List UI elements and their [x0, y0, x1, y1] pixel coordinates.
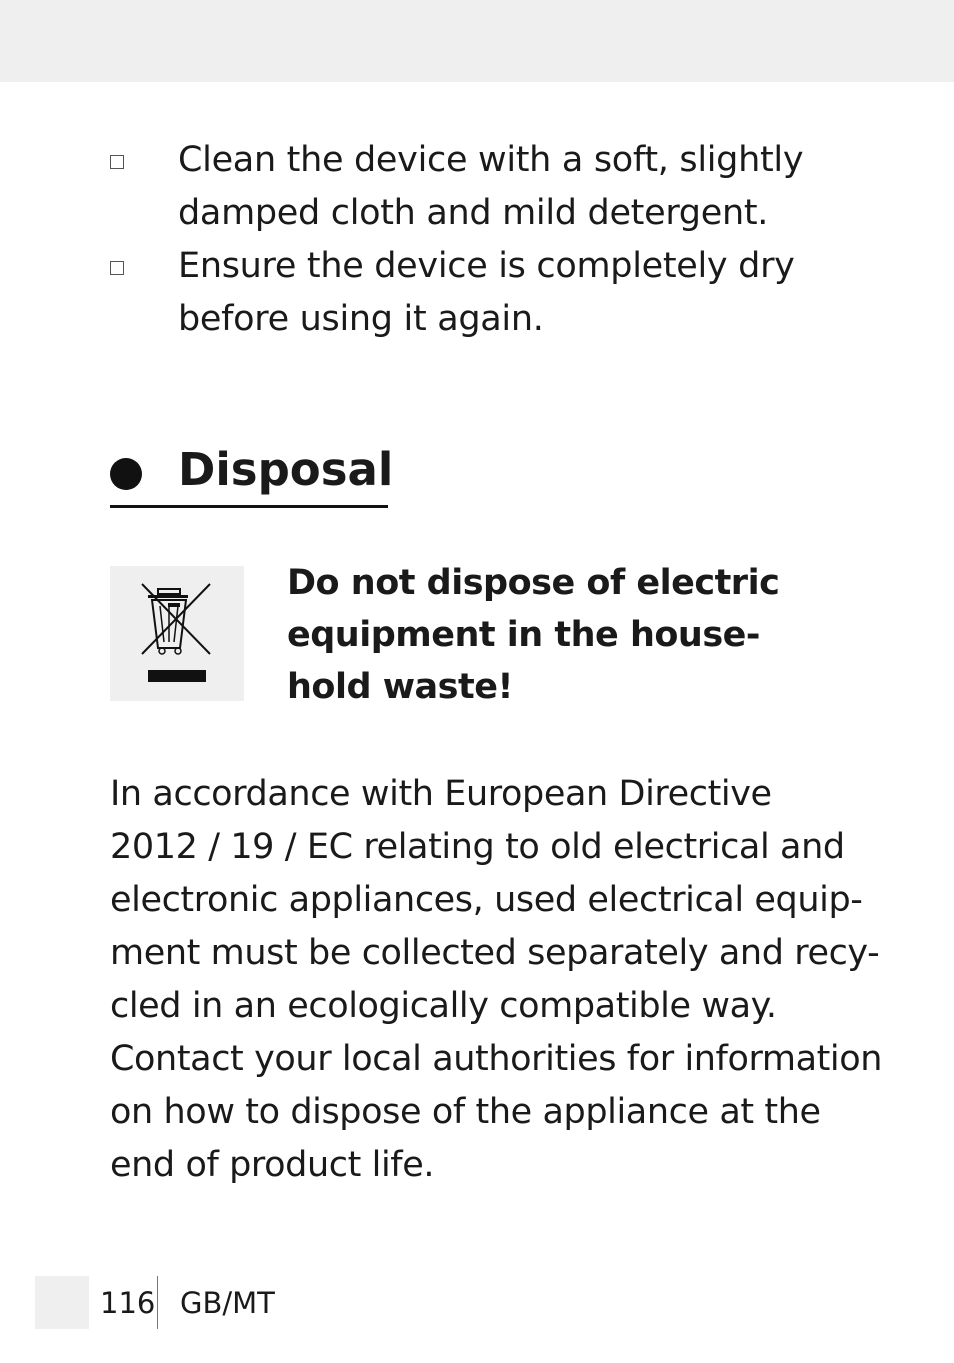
disposal-body-paragraph [110, 768, 883, 1192]
cleaning-instructions [110, 134, 840, 346]
bullet-line: Ensure the device is completely dry [178, 246, 795, 286]
bullet-line: damped cloth and mild detergent. [178, 193, 769, 233]
checkbox-bullet-icon [110, 155, 124, 169]
disposal-warning [287, 557, 847, 713]
paragraph-line: on how to dispose of the appliance at the [110, 1092, 821, 1132]
bullet-item [110, 240, 840, 346]
warning-line: hold waste! [287, 667, 513, 707]
crossed-out-bin-icon [110, 566, 244, 701]
region-code: GB/MT [180, 1286, 275, 1320]
footer-divider [157, 1276, 158, 1329]
footer-tab [35, 1276, 89, 1329]
paragraph-line: end of product life. [110, 1145, 435, 1185]
checkbox-bullet-icon [110, 261, 124, 275]
bullet-item [110, 134, 840, 240]
warning-line: Do not dispose of electric [287, 563, 780, 603]
bullet-line: Clean the device with a soft, slightly [178, 140, 804, 180]
section-title: Disposal [178, 443, 394, 496]
paragraph-line: electronic appliances, used electrical equip- [110, 880, 863, 920]
paragraph-line: In accordance with European Directive [110, 774, 772, 814]
paragraph-line: 2012 / 19 / EC relating to old electrical and [110, 827, 845, 867]
section-heading [110, 443, 394, 508]
bullet-line: before using it again. [178, 299, 544, 339]
page-number: 116 [100, 1286, 156, 1320]
paragraph-line: ment must be collected separately and recy- [110, 933, 880, 973]
paragraph-line: Contact your local authorities for information [110, 1039, 883, 1079]
paragraph-line: cled in an ecologically compatible way. [110, 986, 777, 1026]
heading-dot-icon [110, 458, 142, 490]
warning-line: equipment in the house- [287, 615, 760, 655]
top-band [0, 0, 954, 82]
weee-symbol [110, 566, 244, 701]
